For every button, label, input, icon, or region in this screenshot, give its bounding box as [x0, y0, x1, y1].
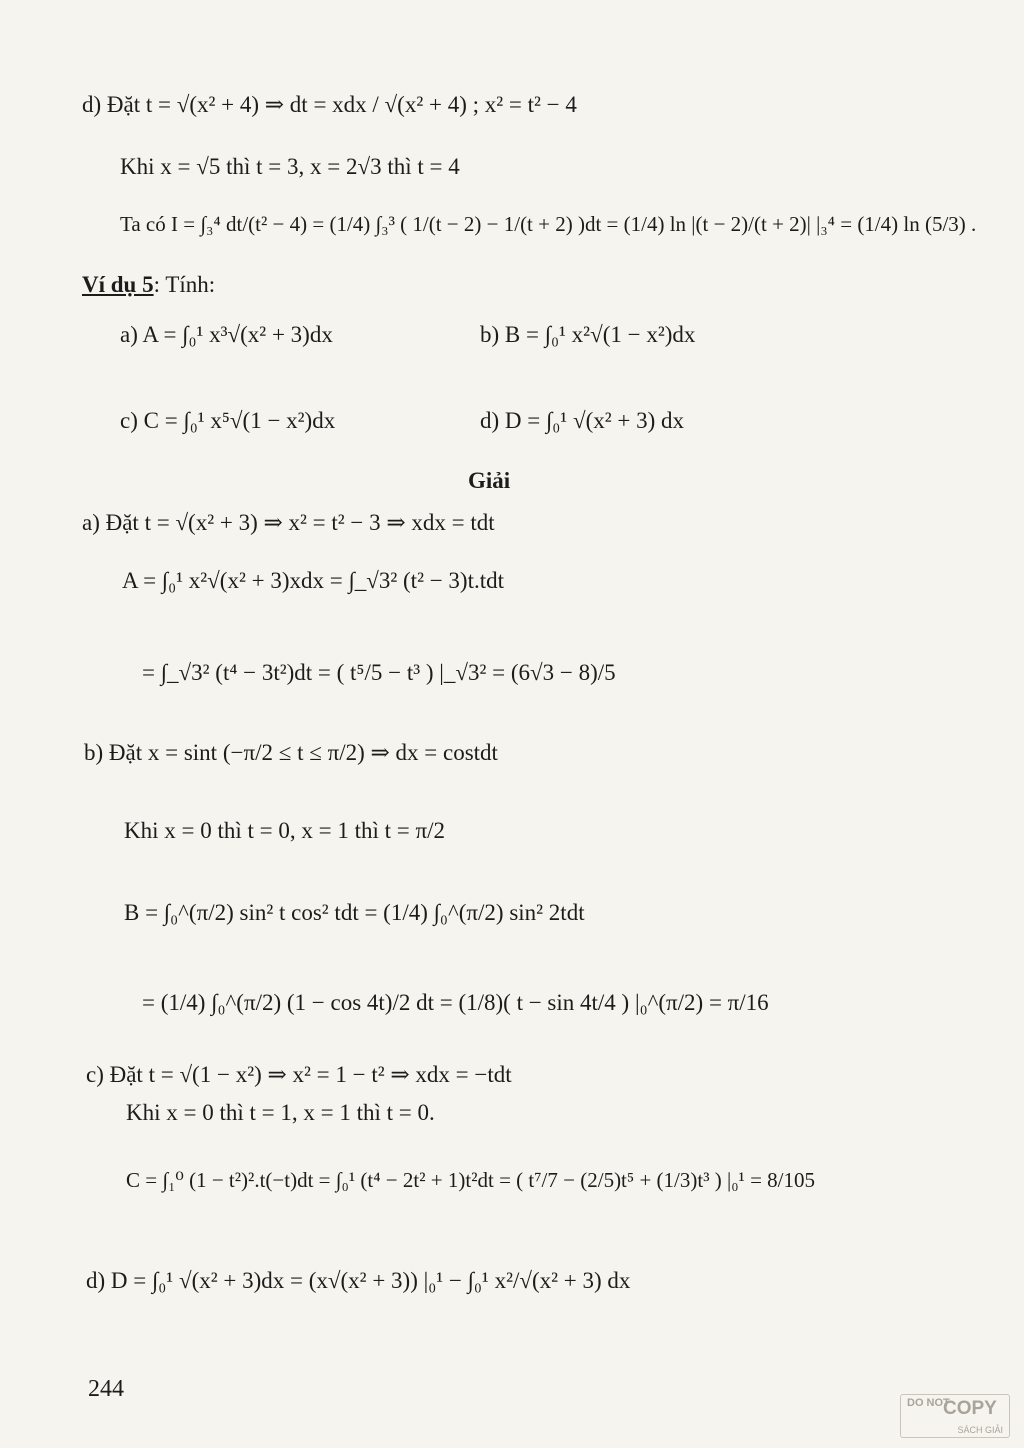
watermark-top: DO NOT: [907, 1397, 950, 1409]
line-d-substitution: d) Đặt t = √(x² + 4) ⇒ dt = xdx / √(x² + 4) ; x² = t² − 4: [82, 92, 577, 117]
line-d-bounds: Khi x = √5 thì t = 3, x = 2√3 thì t = 4: [120, 154, 460, 179]
solution-b-bounds: Khi x = 0 thì t = 0, x = 1 thì t = π/2: [124, 818, 445, 843]
solution-c-substitution: c) Đặt t = √(1 − x²) ⇒ x² = 1 − t² ⇒ xdx = −tdt: [86, 1062, 512, 1087]
solution-c-bounds: Khi x = 0 thì t = 1, x = 1 thì t = 0.: [126, 1100, 435, 1125]
watermark-sub: SÁCH GIẢI: [957, 1425, 1003, 1435]
problem-d: d) D = ∫₀¹ √(x² + 3) dx: [480, 408, 685, 433]
solution-a-step1: A = ∫₀¹ x²√(x² + 3)xdx = ∫_√3² (t² − 3)t.tdt: [122, 568, 505, 593]
watermark-logo: [900, 1394, 1010, 1438]
watermark-main: COPY: [943, 1398, 997, 1419]
solution-a-substitution: a) Đặt t = √(x² + 3) ⇒ x² = t² − 3 ⇒ xdx = tdt: [82, 510, 495, 535]
solution-b-step1: B = ∫₀^(π/2) sin² t cos² tdt = (1/4) ∫₀^(π/2) sin² 2tdt: [124, 900, 585, 925]
page-number: 244: [88, 1376, 124, 1402]
example-instruction: : Tính:: [153, 272, 216, 297]
problem-b: b) B = ∫₀¹ x²√(1 − x²)dx: [480, 322, 696, 347]
solution-a-step2: = ∫_√3² (t⁴ − 3t²)dt = ( t⁵/5 − t³ ) |_√3² = (6√3 − 8)/5: [142, 660, 616, 685]
solution-c-step: C = ∫₁⁰ (1 − t²)².t(−t)dt = ∫₀¹ (t⁴ − 2t² + 1)t²dt = ( t⁷/7 − (2/5)t⁵ + (1/3)t³ ) |₀¹ = 8/105: [126, 1168, 816, 1192]
example-heading: [82, 272, 215, 298]
solution-d-step: d) D = ∫₀¹ √(x² + 3)dx = (x√(x² + 3)) |₀¹ − ∫₀¹ x²/√(x² + 3) dx: [86, 1268, 631, 1293]
example-label: Ví dụ 5: [82, 272, 154, 297]
solution-b-substitution: b) Đặt x = sint (−π/2 ≤ t ≤ π/2) ⇒ dx = costdt: [84, 740, 498, 765]
solution-b-step2: = (1/4) ∫₀^(π/2) (1 − cos 4t)/2 dt = (1/8)( t − sin 4t/4 ) |₀^(π/2) = π/16: [142, 990, 769, 1015]
problem-c: c) C = ∫₀¹ x⁵√(1 − x²)dx: [120, 408, 336, 433]
solution-heading: Giải: [468, 468, 511, 493]
problem-a: a) A = ∫₀¹ x³√(x² + 3)dx: [120, 322, 333, 347]
line-d-result: Ta có I = ∫₃⁴ dt/(t² − 4) = (1/4) ∫₃³ ( 1/(t − 2) − 1/(t + 2) )dt = (1/4) ln |(t − 2)/(t + 2)| |₃⁴ = (1/4) ln (5/3) .: [120, 212, 977, 236]
